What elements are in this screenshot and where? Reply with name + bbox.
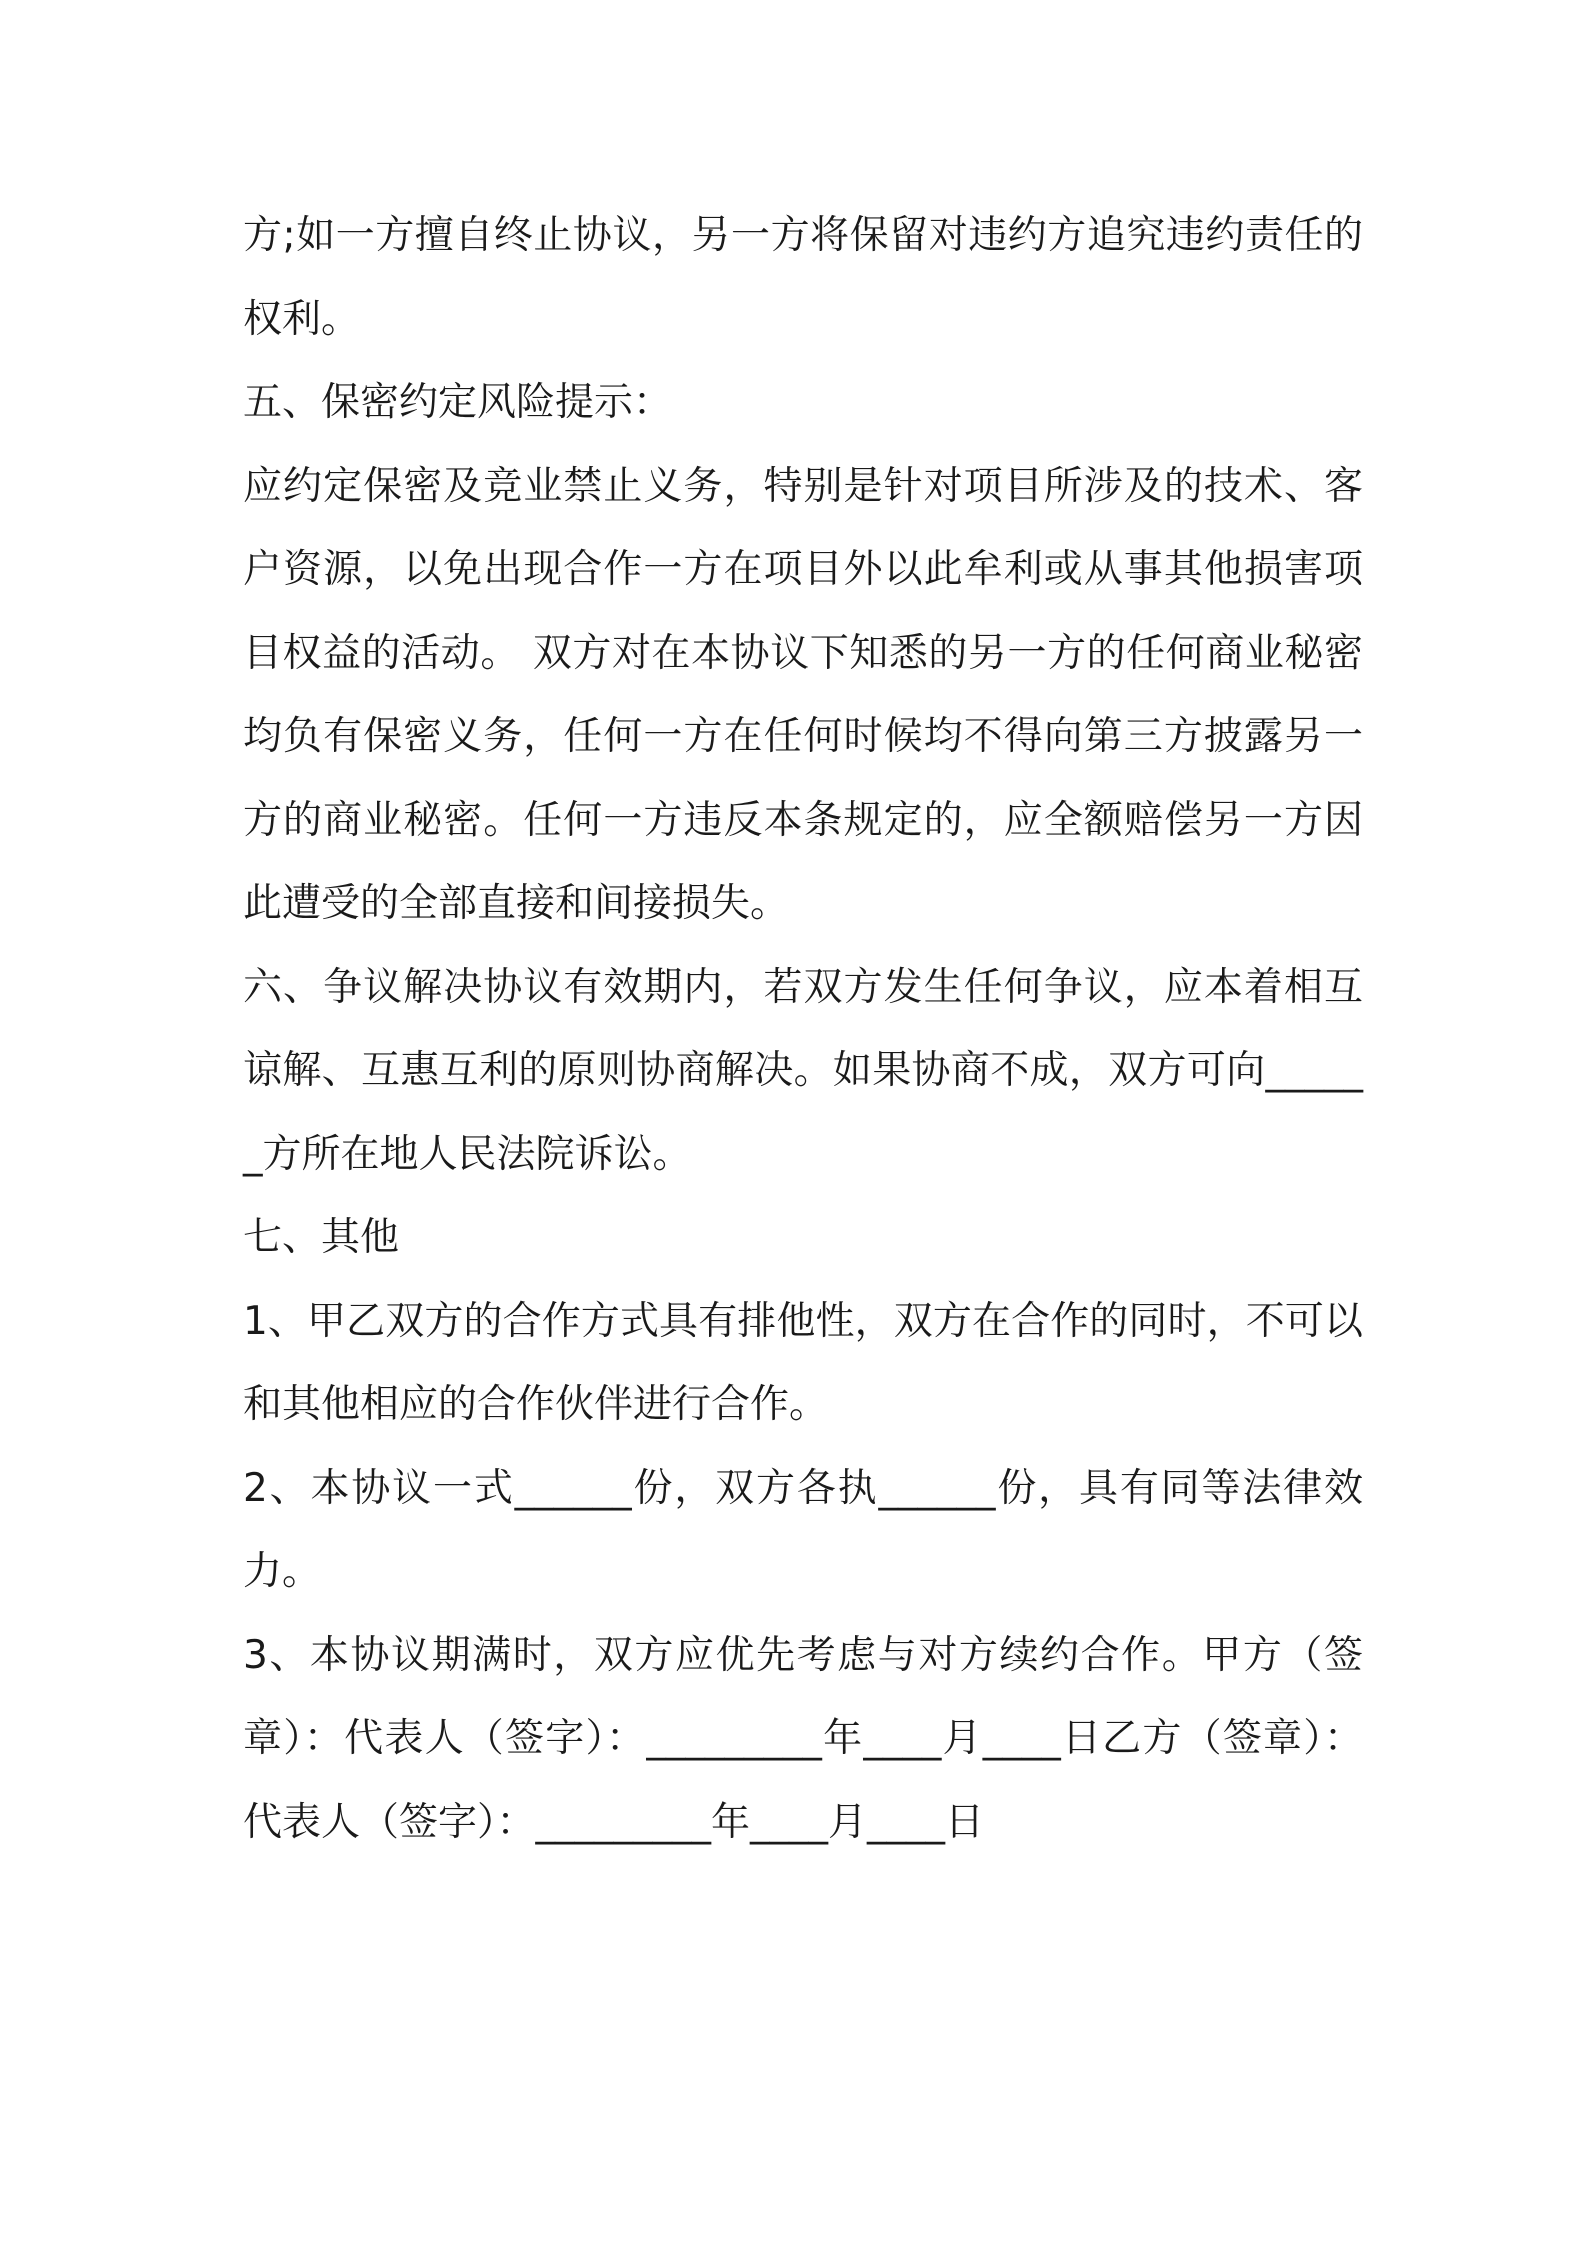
document-body: [243, 194, 1363, 1864]
clause-renewal-signatures: 3、本协议期满时，双方应优先考虑与对方续约合作。甲方（签章）：代表人（签字）：_________年____月____日乙方（签章）：代表人（签字）：_________年____月____日: [243, 1632, 1363, 1845]
paragraph-confidentiality: 应约定保密及竞业禁止义务，特别是针对项目所涉及的技术、客户资源，以免出现合作一方在项目外以此牟利或从事其他损害项目权益的活动。 双方对在本协议下知悉的另一方的任何商业秘密均负有保密义务，任何一方在任何时候均不得向第三方披露另一方的商业秘密。任何一方违反本条规定的，应全额赔偿另一方因此遭受的全部直接和间接损失。: [243, 463, 1363, 926]
section-heading-other: 七、其他: [243, 1215, 400, 1260]
paragraph-termination-rights: 方;如一方擅自终止协议，另一方将保留对违约方追究违约责任的权利。: [243, 213, 1363, 342]
paragraph-dispute-resolution: 六、争议解决协议有效期内，若双方发生任何争议，应本着相互谅解、互惠互利的原则协商解决。如果协商不成，双方可向______方所在地人民法院诉讼。: [243, 964, 1363, 1177]
clause-exclusivity: 1、甲乙双方的合作方式具有排他性，双方在合作的同时，不可以和其他相应的合作伙伴进行合作。: [243, 1298, 1363, 1427]
section-heading-confidentiality: 五、保密约定风险提示：: [243, 380, 673, 425]
clause-copies: 2、本协议一式______份，双方各执______份，具有同等法律效力。: [243, 1465, 1363, 1594]
